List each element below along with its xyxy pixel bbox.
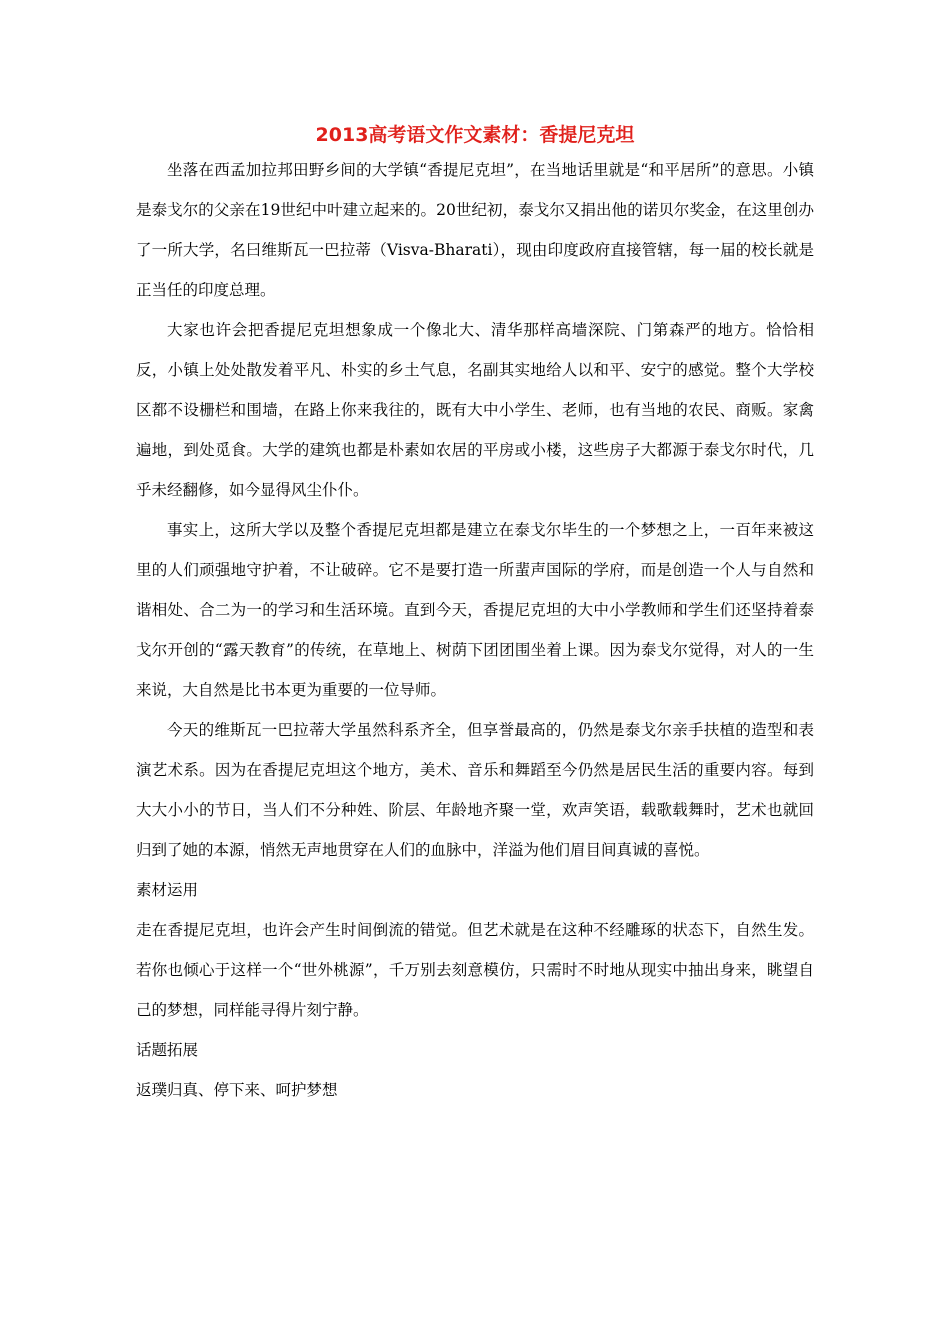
document-body [136,122,814,1110]
material-heading: 素材运用 [136,881,199,899]
topic-heading: 话题拓展 [136,1041,199,1059]
paragraph-dream: 事实上，这所大学以及整个香提尼克坦都是建立在泰戈尔毕生的一个梦想之上，一百年来被这里的人们顽强地守护着，不让破碎。它不是要打造一所蜚声国际的学府，而是创造一个人与自然和谐相处、合二为一的学习和生活环境。直到今天，香提尼克坦的大中小学教师和学生们还坚持着泰戈尔开创的“露天教育”的传统，在草地上、树荫下团团围坐着上课。因为泰戈尔觉得，对人的一生来说，大自然是比书本更为重要的一位导师。 [136,521,814,699]
paragraph-campus: 大家也许会把香提尼克坦想象成一个像北大、清华那样高墙深院、门第森严的地方。恰恰相反，小镇上处处散发着平凡、朴实的乡土气息，名副其实地给人以和平、安宁的感觉。整个大学校区都不设栅栏和围墙，在路上你来我往的，既有大中小学生、老师，也有当地的农民、商贩。家禽遍地，到处觅食。大学的建筑也都是朴素如农居的平房或小楼，这些房子大都源于泰戈尔时代，几乎未经翻修，如今显得风尘仆仆。 [136,321,814,499]
paragraph-arts: 今天的维斯瓦一巴拉蒂大学虽然科系齐全，但享誉最高的，仍然是泰戈尔亲手扶植的造型和表演艺术系。因为在香提尼克坦这个地方，美术、音乐和舞蹈至今仍然是居民生活的重要内容。每到大大小小的节日，当人们不分种姓、阶层、年龄地齐聚一堂，欢声笑语，载歌载舞时，艺术也就回归到了她的本源，悄然无声地贯穿在人们的血脉中，洋溢为他们眉目间真诚的喜悦。 [136,721,814,859]
material-text: 走在香提尼克坦，也许会产生时间倒流的错觉。但艺术就是在这种不经雕琢的状态下，自然生发。若你也倾心于这样一个“世外桃源”，千万别去刻意模仿，只需时不时地从现实中抽出身来，眺望自己的梦想，同样能寻得片刻宁静。 [136,921,814,1019]
topic-text: 返璞归真、停下来、呵护梦想 [136,1081,338,1099]
paragraph-intro: 坐落在西孟加拉邦田野乡间的大学镇“香提尼克坦”，在当地话里就是“和平居所”的意思。小镇是泰戈尔的父亲在19世纪中叶建立起来的。20世纪初，泰戈尔又捐出他的诺贝尔奖金，在这里创办了一所大学，名曰维斯瓦一巴拉蒂（Visva-Bharati），现由印度政府直接管辖，每一届的校长就是正当任的印度总理。 [136,161,814,299]
document-title: 2013高考语文作文素材：香提尼克坦 [315,124,635,146]
